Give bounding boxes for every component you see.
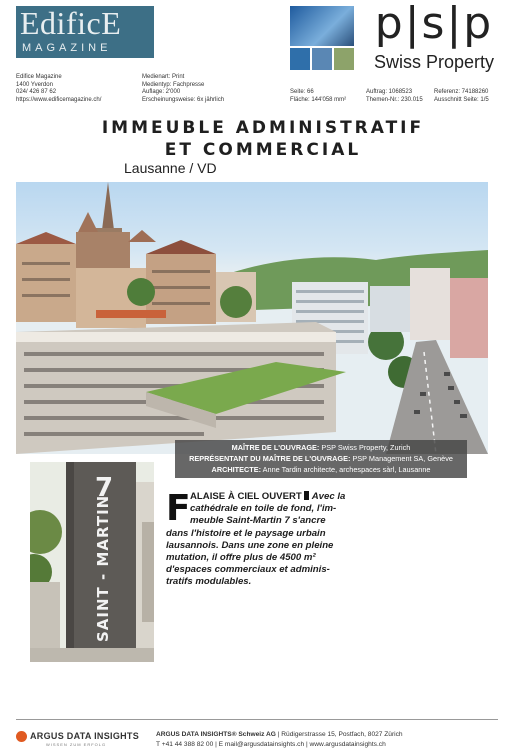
article-location: Lausanne / VD (124, 160, 217, 176)
meta-line: https://www.edificemagazine.ch/ (16, 96, 102, 103)
article-title-line-2: ET COMMERCIAL (164, 140, 362, 160)
street-sign-photo (30, 462, 154, 662)
meta-line: Erscheinungsweise: 6x jährlich (142, 96, 225, 103)
caption-architect (175, 464, 467, 475)
caption-arch-label: ARCHITECTE: (211, 465, 262, 474)
psp-logo-letters: p|s|p (374, 0, 494, 49)
meta-line: 024/ 426 87 62 (16, 89, 57, 96)
footer-company: ARGUS DATA INSIGHTS® Schweiz AG (156, 731, 276, 738)
argus-logo-name: ARGUS DATA INSIGHTS (30, 731, 140, 741)
footer-address: Rüdigerstrasse 15, Postfach, 8027 Zürich (281, 731, 403, 738)
meta-line: Auflage: 2'000 (142, 89, 181, 96)
lead-line-8: tratifs modulables. (166, 576, 252, 588)
caption-rep-value: PSP Management SA, Genève (352, 454, 453, 463)
footer-divider (16, 719, 498, 720)
meta-line: Themen-Nr.: 230.015 (366, 96, 423, 103)
lead-dropcap: F (166, 488, 191, 529)
lead-line-5: lausannois. Dans une zone en pleine (166, 539, 334, 551)
meta-order (366, 89, 423, 104)
cover-thumbnail-bottom-left (290, 48, 310, 70)
street-sign-illustration (30, 462, 154, 662)
caption-representative (175, 453, 467, 464)
lead-line-1 (166, 491, 434, 503)
meta-media (142, 74, 224, 104)
photo-caption (175, 440, 467, 478)
building-photo (16, 182, 488, 454)
meta-line: Medienart: Print (142, 74, 185, 80)
footer-contact-line: T +41 44 388 82 00 | E mail@argusdatainsights.ch | www.argusdatainsights.ch (156, 741, 386, 748)
meta-line: Referenz: 74188260 (434, 89, 489, 95)
street-sign-name: SAINT - MARTIN (94, 494, 112, 642)
meta-publisher (16, 74, 101, 104)
argus-logo-tagline: WISSEN ZUM ERFOLG (46, 742, 107, 747)
meta-reference (434, 89, 489, 104)
lead-line-4: dans l'histoire et le paysage urbain (166, 527, 326, 539)
caption-owner (175, 442, 467, 453)
argus-logo-dot-icon (16, 731, 27, 742)
psp-swiss-property-logo (366, 2, 502, 70)
meta-line: Auftrag: 1068523 (366, 89, 413, 95)
psp-logo-sub: Swiss Property (373, 52, 495, 72)
street-sign-number: 7 (94, 473, 114, 503)
caption-arch-value: Anne Tardin architecte, archespaces sàrl, Lausanne (262, 465, 431, 474)
footer-contact (156, 730, 403, 748)
footer-company-line: ARGUS DATA INSIGHTS® Schweiz AG | Rüdigerstrasse 15, Postfach, 8027 Zürich (156, 731, 403, 738)
article-title-line-1: IMMEUBLE ADMINISTRATIF (101, 118, 425, 138)
lead-line-1-rest: Avec la (311, 491, 346, 502)
meta-line: Medientyp: Fachpresse (142, 81, 205, 88)
cover-thumbnail-top (290, 6, 354, 46)
meta-line: Fläche: 144'058 mm² (290, 96, 347, 103)
meta-line: 1400 Yverdon (16, 81, 53, 88)
edifice-logo-name: EdificE (20, 5, 122, 41)
meta-line: Seite: 66 (290, 89, 314, 95)
lead-line-7: d'espaces commerciaux et adminis- (166, 564, 330, 576)
lead-line-2: cathédrale en toile de fond, l'im- (190, 503, 337, 515)
edifice-logo-sub: MAGAZINE (22, 42, 112, 54)
lead-line-6: mutation, il offre plus de 4500 m² (166, 551, 316, 563)
meta-line: Edifice Magazine (16, 74, 62, 80)
lead-caps-text: ALAISE À CIEL OUVERT (190, 491, 302, 502)
meta-page (290, 89, 346, 104)
meta-line: Ausschnitt Seite: 1/5 (434, 96, 489, 103)
lead-bullet-marker (304, 491, 309, 500)
caption-owner-value: PSP Swiss Property, Zurich (321, 443, 411, 452)
edifice-magazine-logo (16, 6, 154, 58)
caption-owner-label: MAÎTRE DE L'OUVRAGE: (231, 443, 320, 452)
building-photo-illustration (16, 182, 488, 454)
cover-thumbnail-bottom-mid (312, 48, 332, 70)
lead-line-3: meuble Saint-Martin 7 s'ancre (190, 515, 326, 527)
cover-thumbnail-bottom-right (334, 48, 354, 70)
argus-logo (16, 730, 156, 748)
caption-rep-label: REPRÉSENTANT DU MAÎTRE DE L'OUVRAGE: (189, 454, 351, 463)
lead-paragraph (166, 488, 434, 589)
cover-thumbnails (290, 6, 354, 70)
